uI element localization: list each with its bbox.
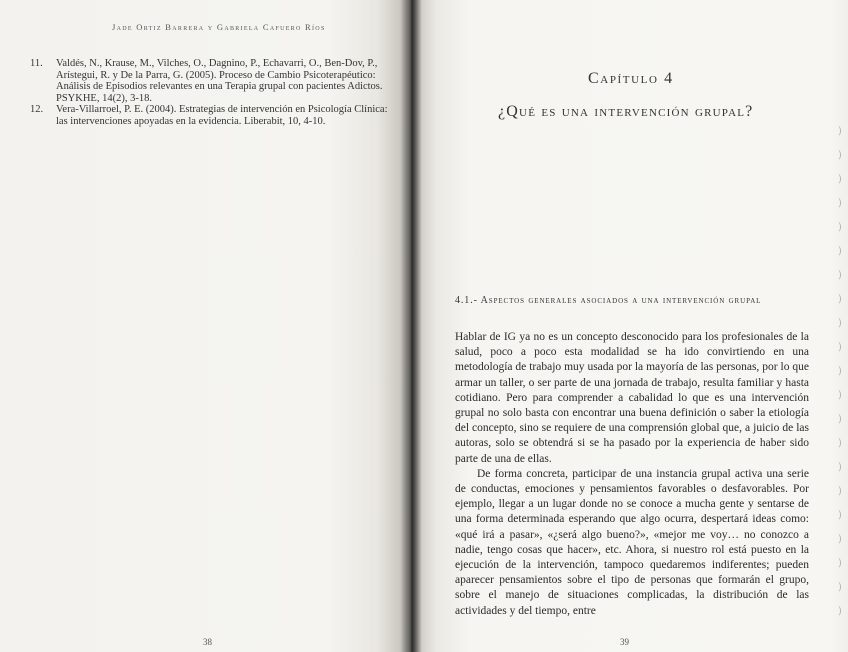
page-number-right: 39 (620, 637, 629, 647)
body-text (455, 330, 809, 619)
page-edge-marks: ) ) ) ) ) ) ) ) ) ) ) ) ) ) ) ) ) ) ) ) ) (838, 126, 842, 617)
paragraph: De forma concreta, participar de una instancia grupal activa una serie de conductas, emociones y pensamientos favorables o desfavorables. Por ejemplo, llegar a un lugar donde no se conoce a mucha gente y sentarse de una forma determinada esperando que algo ocurra, despertará ideas como: «qué irá a pasar», «¿será algo bueno?», «mejor me voy… no conozco a nadie, tengo cosas que hacer», etc. Ahora, si nuestro rol está puesto en la ejecución de la intervención, tampoco quedaremos indiferentes; pueden aparecer pensamientos sobre el tipo de personas que formarán el grupo, sobre el manejo de situaciones complicadas, la distribución de las actividades y del tiempo, entre (455, 467, 809, 617)
reference-item (30, 58, 390, 104)
right-page (410, 0, 848, 652)
running-head: Jade Ortiz Barrera y Gabriela Cafuero Ríos (112, 22, 326, 32)
chapter-title: ¿Qué es una intervención grupal? (498, 103, 754, 120)
section-heading: 4.1.- Aspectos generales asociados a una intervención grupal (455, 295, 762, 306)
page-number-left: 38 (203, 637, 212, 647)
paragraph: Hablar de IG ya no es un concepto desconocido para los profesionales de la salud, poco a poco esta modalidad se ha ido convirtiendo en una metodología de trabajo muy usada por la mayoría de las personas, por lo que armar un taller, o ser parte de una jornada de trabajo, resulta familiar y hasta cotidiano. Pero para comprender a cabalidad lo que es una intervención grupal no solo basta con encontrar una buena definición o saber la etiología del concepto, sino se requiere de una comprensión global que, a juicio de las autoras, solo se obtendrá si se ha pasado por la experiencia de haber sido parte de una de ellas. (455, 331, 809, 465)
reference-list (30, 58, 390, 128)
reference-number: 12. (30, 104, 44, 116)
chapter-label: Capítulo 4 (588, 70, 674, 87)
left-page (0, 0, 410, 652)
reference-number: 11. (30, 58, 43, 69)
reference-text: Valdés, N., Krause, M., Vilches, O., Dagnino, P., Echavarri, O., Ben-Dov, P., Arístegui, R. y De la Parra, G. (2005). Proceso de Cambio Psicoterapéutico: Análisis de Episodios relevantes en una Terapia grupal con pacientes Adictos. PSYKHE, 14(2), 3-18. (56, 58, 383, 104)
reference-item (30, 104, 390, 127)
book-gutter (400, 0, 422, 652)
reference-text: Vera-Villarroel, P. E. (2004). Estrategias de intervención en Psicología Clínica: las intervenciones apoyadas en la evidencia. Liberabit, 10, 4-10. (56, 104, 388, 127)
